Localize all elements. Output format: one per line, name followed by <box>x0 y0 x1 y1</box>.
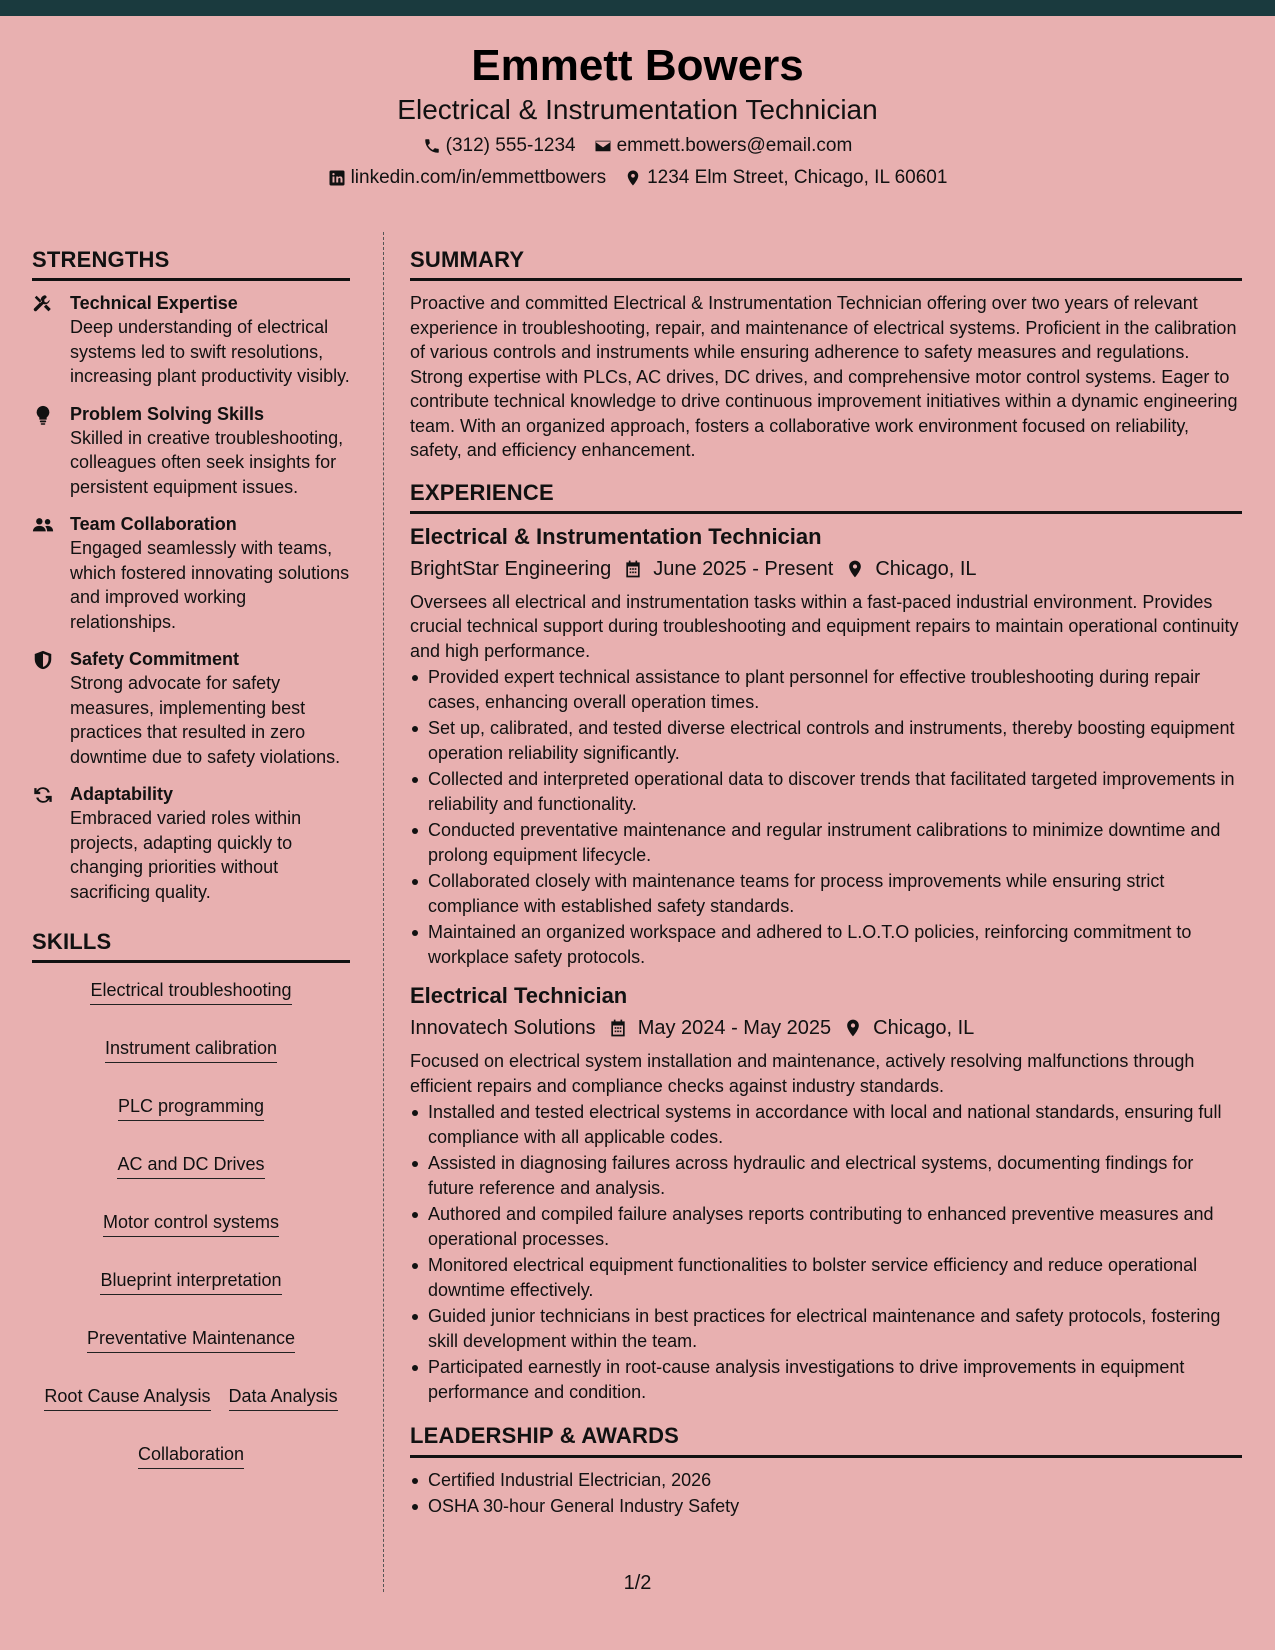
calendar-icon <box>623 559 643 579</box>
skill-tag: Motor control systems <box>103 1211 279 1237</box>
lightbulb-icon <box>32 404 54 426</box>
list-item: Collaborated closely with maintenance teams for process improvements while ensuring strict compliance with established safety standards. <box>410 869 1242 918</box>
job-meta <box>410 554 1242 584</box>
skill-tag: Blueprint interpretation <box>100 1269 281 1295</box>
contact-line-1 <box>0 136 1275 155</box>
list-item: Authored and compiled failure analyses reports contributing to enhanced preventive measures and operational processes. <box>410 1202 1242 1251</box>
job-dates: May 2024 - May 2025 <box>637 1017 832 1040</box>
strength-item <box>32 402 350 500</box>
address-text: 1234 Elm Street, Chicago, IL 60601 <box>647 167 948 188</box>
skills-title: SKILLS <box>32 930 350 963</box>
list-item: Maintained an organized workspace and adhered to L.O.T.O policies, reinforcing commitment to workplace safety protocols. <box>410 920 1242 969</box>
left-column <box>32 248 350 1469</box>
skill-tag: AC and DC Drives <box>117 1153 264 1179</box>
top-bar <box>0 0 1275 16</box>
envelope-icon <box>594 137 612 155</box>
job-meta <box>410 1013 1242 1043</box>
email-contact[interactable] <box>594 136 853 155</box>
strength-item <box>32 782 350 904</box>
phone-contact[interactable] <box>423 136 576 155</box>
linkedin-contact[interactable] <box>328 168 607 187</box>
strength-title: Technical Expertise <box>70 293 238 314</box>
strength-desc: Skilled in creative troubleshooting, colleagues often seek insights for persistent equipment issues. <box>70 427 344 497</box>
strength-title: Problem Solving Skills <box>70 403 265 424</box>
strength-desc: Deep understanding of electrical systems led to swift resolutions, increasing plant productivity visibly. <box>70 317 350 387</box>
experience-title: EXPERIENCE <box>410 481 1242 514</box>
candidate-name: Emmett Bowers <box>471 41 804 90</box>
job-bullets <box>410 665 1242 969</box>
page-number: 1/2 <box>623 1572 652 1594</box>
skill-tag: Electrical troubleshooting <box>90 979 291 1005</box>
right-column <box>410 248 1242 1521</box>
skill-tag: PLC programming <box>118 1095 264 1121</box>
map-pin-icon <box>843 1018 863 1038</box>
map-pin-icon <box>845 559 865 579</box>
tools-icon <box>32 293 54 315</box>
summary-section <box>410 248 1242 463</box>
strengths-title: STRENGTHS <box>32 248 350 281</box>
strength-desc: Engaged seamlessly with teams, which fostered innovating solutions and improved working relationships. <box>70 538 350 632</box>
skill-tag: Root Cause Analysis <box>44 1385 210 1411</box>
skills-section <box>32 930 350 1469</box>
list-item: OSHA 30-hour General Industry Safety <box>410 1494 1242 1519</box>
strength-item <box>32 291 350 389</box>
list-item: Certified Industrial Electrician, 2026 <box>410 1468 1242 1493</box>
map-pin-icon <box>624 169 642 187</box>
skill-tag: Instrument calibration <box>105 1037 277 1063</box>
phone-icon <box>423 137 441 155</box>
calendar-icon <box>608 1018 628 1038</box>
candidate-role: Electrical & Instrumentation Technician <box>397 94 878 125</box>
list-item: Installed and tested electrical systems in accordance with local and national standards, ensuring full compliance with all applicable codes. <box>410 1100 1242 1149</box>
awards-title: LEADERSHIP & AWARDS <box>410 1424 1242 1457</box>
strength-title: Team Collaboration <box>70 514 237 535</box>
list-item: Guided junior technicians in best practices for electrical maintenance and safety protocols, fostering skill development within the team. <box>410 1304 1242 1353</box>
resume-header <box>0 16 1275 204</box>
list-item: Conducted preventative maintenance and regular instrument calibrations to minimize downtime and prolong equipment lifecycle. <box>410 818 1242 867</box>
skill-tag: Preventative Maintenance <box>87 1327 295 1353</box>
strength-item <box>32 647 350 769</box>
strength-desc: Strong advocate for safety measures, implementing best practices that resulted in zero downtime due to safety violations. <box>70 673 341 767</box>
phone-text: (312) 555-1234 <box>445 135 576 156</box>
skills-list <box>32 973 350 1469</box>
skill-tag: Collaboration <box>138 1443 244 1469</box>
job-company: Innovatech Solutions <box>410 1017 596 1040</box>
summary-title: SUMMARY <box>410 248 1242 281</box>
list-item: Collected and interpreted operational data to discover trends that facilitated targeted improvements in reliability and functionality. <box>410 767 1242 816</box>
strength-title: Adaptability <box>70 784 174 805</box>
strength-title: Safety Commitment <box>70 649 240 670</box>
linkedin-text: linkedin.com/in/emmettbowers <box>350 167 607 188</box>
job-desc: Focused on electrical system installation and maintenance, actively resolving malfunctions through efficient repairs and compliance checks against industry standards. <box>410 1051 1195 1096</box>
skill-tag: Data Analysis <box>229 1385 338 1411</box>
list-item: Provided expert technical assistance to plant personnel for effective troubleshooting during repair cases, enhancing overall operation times. <box>410 665 1242 714</box>
job-dates: June 2025 - Present <box>653 557 834 580</box>
list-item: Participated earnestly in root-cause analysis investigations to drive improvements in equipment performance and condition. <box>410 1355 1242 1404</box>
experience-section <box>410 481 1242 1405</box>
address-contact <box>624 168 947 187</box>
job-location: Chicago, IL <box>875 557 977 580</box>
linkedin-icon <box>328 169 346 187</box>
users-icon <box>32 514 54 536</box>
shield-icon <box>32 649 54 671</box>
job-title: Electrical Technician <box>410 983 628 1009</box>
list-item: Monitored electrical equipment functionalities to bolster service efficiency and reduce operational downtime effectively. <box>410 1253 1242 1302</box>
contact-line-2 <box>0 168 1275 187</box>
strength-item <box>32 512 350 634</box>
job-entry <box>410 524 1242 970</box>
list-item: Assisted in diagnosing failures across hydraulic and electrical systems, documenting findings for future reference and analysis. <box>410 1151 1242 1200</box>
job-bullets <box>410 1100 1242 1404</box>
awards-section <box>410 1424 1242 1518</box>
column-divider <box>383 232 384 1592</box>
job-company: BrightStar Engineering <box>410 557 612 580</box>
job-entry <box>410 983 1242 1404</box>
job-location: Chicago, IL <box>873 1017 975 1040</box>
summary-text: Proactive and committed Electrical & Instrumentation Technician offering over two years of relevant experience in troubleshooting, repair, and maintenance of electrical systems. Proficient in the calibration of various controls and instruments while ensuring adherence to safety measures and regulations. Strong expertise with PLCs, AC drives, DC drives, and comprehensive motor control systems. Eager to contribute technical knowledge to drive continuous improvement initiatives within a dynamic engineering team. With an organized approach, fosters a collaborative work environment focused on reliability, safety, and efficiency enhancement. <box>410 293 1238 461</box>
job-title: Electrical & Instrumentation Technician <box>410 523 822 549</box>
strength-desc: Embraced varied roles within projects, adapting quickly to changing priorities without sacrificing quality. <box>70 808 302 902</box>
job-desc: Oversees all electrical and instrumentation tasks within a fast-paced industrial environment. Provides crucial technical support during troubleshooting and equipment repairs to maintain operational continuity and high performance. <box>410 591 1239 661</box>
awards-list <box>410 1468 1242 1519</box>
refresh-icon <box>32 784 54 806</box>
strengths-list <box>32 291 350 904</box>
email-text: emmett.bowers@email.com <box>616 135 853 156</box>
list-item: Set up, calibrated, and tested diverse electrical controls and instruments, thereby boosting equipment operation reliability significantly. <box>410 716 1242 765</box>
